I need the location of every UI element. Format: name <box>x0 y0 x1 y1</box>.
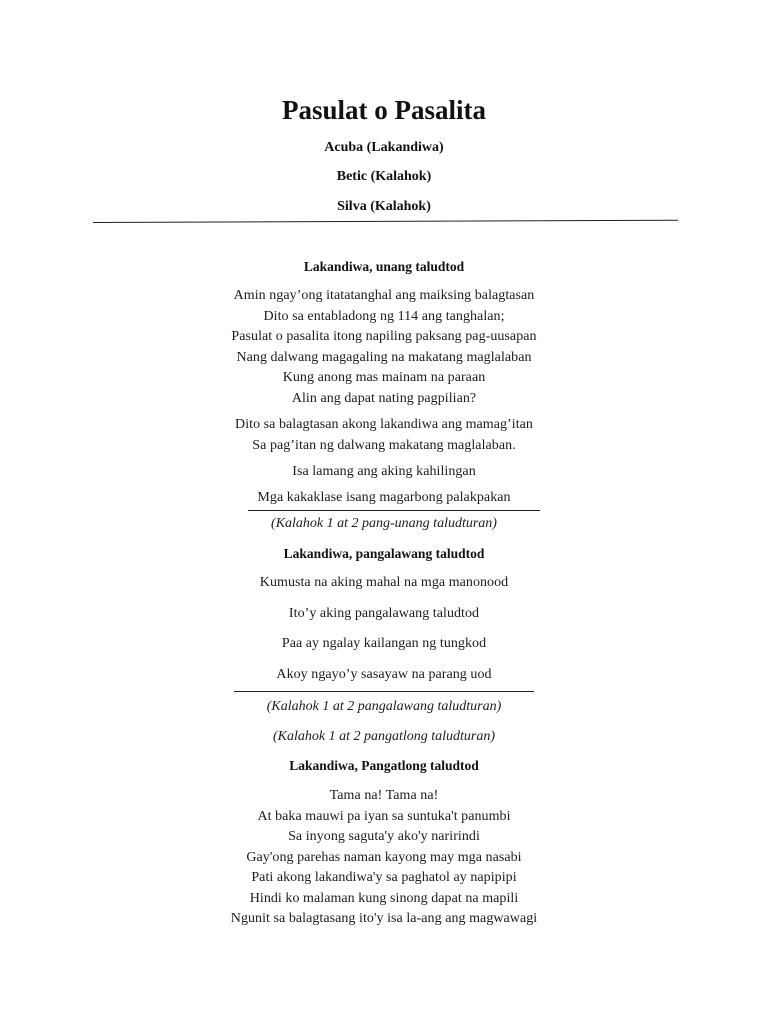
author-betic: Betic (Kalahok) <box>336 169 432 184</box>
verse-line: Akoy ngayo’y sasayaw na parang uod <box>276 667 492 682</box>
verse-line: Nang dalwang magagaling na makatang maglalaban <box>236 349 532 365</box>
verse-line: Paa ay ngalay kailangan ng tungkod <box>281 636 487 651</box>
verse-line: Isa lamang ang aking kahilingan <box>292 464 476 479</box>
verse-line: Tama na! Tama na! <box>329 788 439 803</box>
verse-line: Sa inyong saguta'y ako'y naririndi <box>288 829 480 844</box>
verse-line: Amin ngay’ong itatatanghal ang maiksing balagtasan <box>233 288 535 303</box>
section-heading-pangatlo: Lakandiwa, Pangatlong taludtod <box>289 758 479 773</box>
stage-note: (Kalahok 1 at 2 pang-unang taludturan) <box>271 516 497 531</box>
author-silva: Silva (Kalahok) <box>337 199 431 214</box>
verse-line: Gay'ong parehas naman kayong may mga nasabi <box>246 849 522 865</box>
verse-line: Alin ang dapat nating pagpilian? <box>291 390 477 406</box>
section-divider <box>234 691 534 692</box>
section-heading-pangalawa: Lakandiwa, pangalawang taludtod <box>283 546 485 561</box>
header-divider <box>93 220 678 223</box>
verse-line: Dito sa balagtasan akong lakandiwa ang mamag’itan <box>235 417 533 432</box>
verse-line: Pati akong lakandiwa'y sa paghatol ay napipipi <box>251 870 517 885</box>
verse-line: Mga kakaklase isang magarbong palakpakan <box>257 490 511 505</box>
verse-line: Pasulat o pasalita itong napiling paksang pag-uusapan <box>231 329 537 344</box>
verse-line: Sa pag’itan ng dalwang makatang maglalaban. <box>252 437 516 453</box>
section-heading-unang: Lakandiwa, unang taludtod <box>303 259 465 274</box>
verse-line: At baka mauwi pa iyan sa suntuka't panumbi <box>257 808 511 824</box>
author-acuba: Acuba (Lakandiwa) <box>324 140 444 155</box>
stage-note: (Kalahok 1 at 2 pangalawang taludturan) <box>266 699 502 714</box>
verse-line: Kung anong mas mainam na paraan <box>282 370 486 385</box>
verse-line: Hindi ko malaman kung sinong dapat na mapili <box>249 890 519 906</box>
verse-line: Ito’y aking pangalawang taludtod <box>288 606 480 621</box>
verse-line: Ngunit sa balagtasang ito'y isa la-ang ang magwawagi <box>230 911 538 926</box>
section-divider <box>248 510 540 511</box>
verse-line: Dito sa entabladong ng 114 ang tanghalan; <box>263 308 505 324</box>
document-title: Pasulat o Pasalita <box>281 95 486 125</box>
stage-note: (Kalahok 1 at 2 pangatlong taludturan) <box>272 729 496 744</box>
verse-line: Kumusta na aking mahal na mga manonood <box>259 575 509 590</box>
